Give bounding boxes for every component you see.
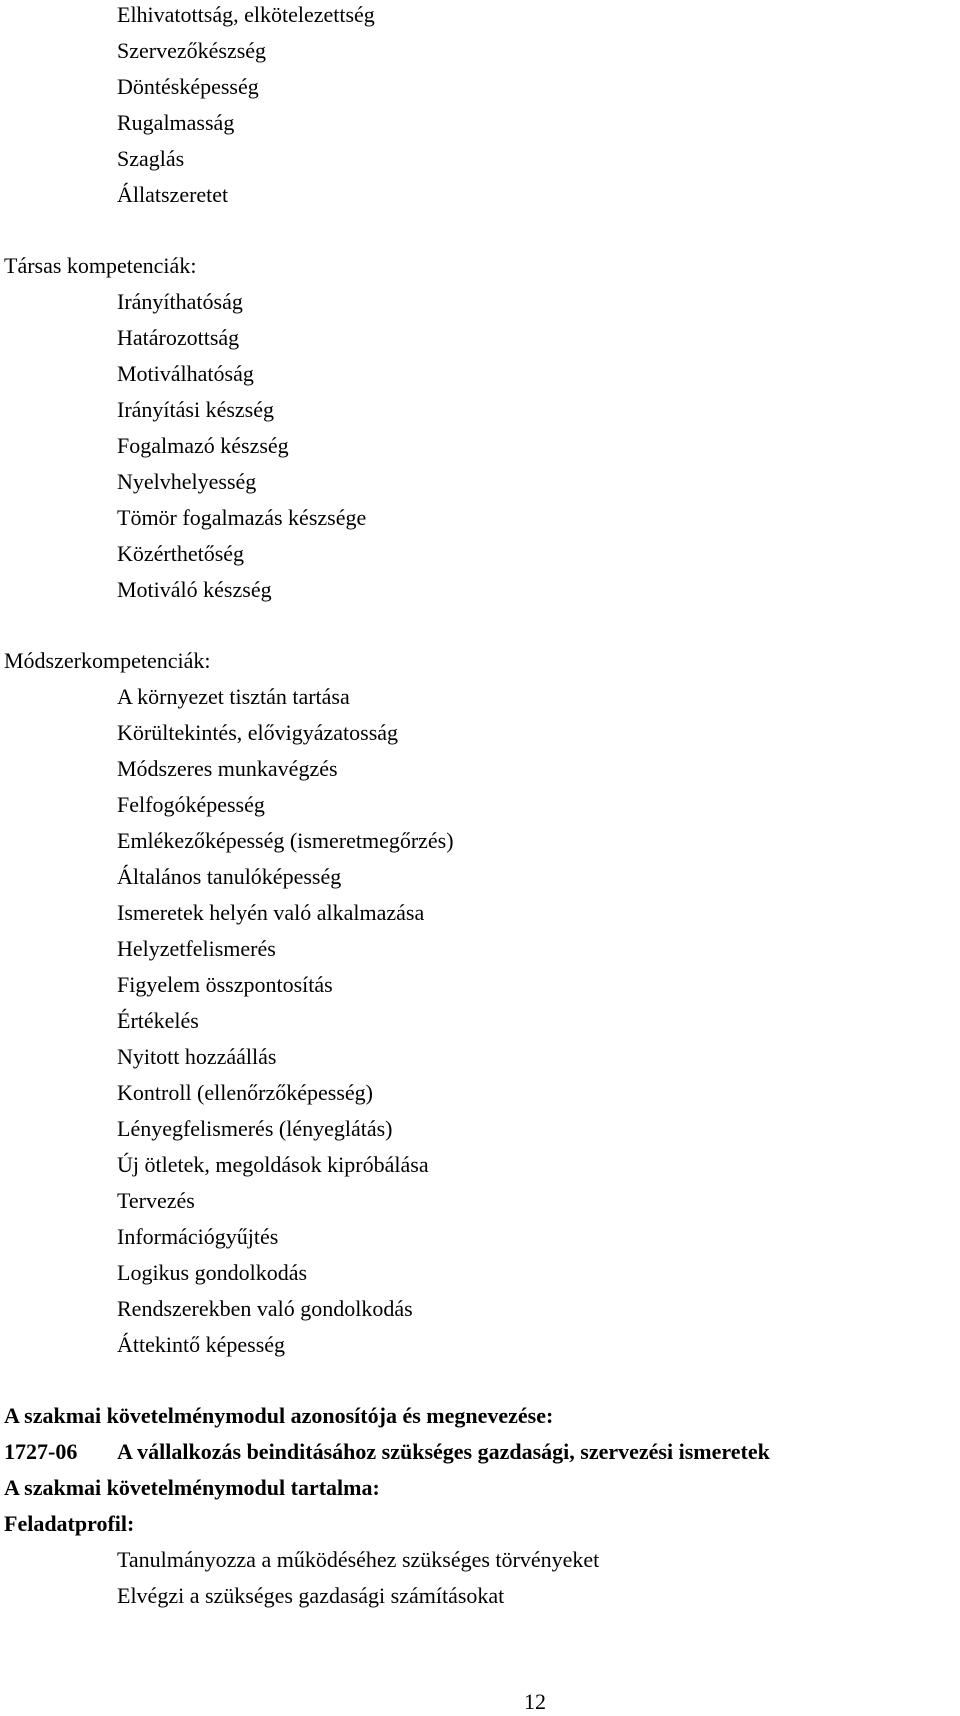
list-item: Körültekintés, elővigyázatosság bbox=[117, 720, 399, 745]
list-item: Értékelés bbox=[117, 1008, 199, 1033]
list-item: Logikus gondolkodás bbox=[117, 1260, 308, 1285]
list-item: Irányíthatóság bbox=[117, 289, 243, 314]
list-item: Áttekintő képesség bbox=[117, 1332, 286, 1357]
module-code: 1727-06 bbox=[4, 1439, 78, 1464]
list-item: Módszeres munkavégzés bbox=[117, 756, 338, 781]
list-item: Elhivatottság, elkötelezettség bbox=[117, 2, 375, 27]
list-item: Határozottság bbox=[117, 325, 240, 350]
list-item: Nyelvhelyesség bbox=[117, 469, 257, 494]
list-item: Lényegfelismerés (lényeglátás) bbox=[117, 1116, 393, 1141]
list-item: Rendszerekben való gondolkodás bbox=[117, 1296, 413, 1321]
list-item: Fogalmazó készség bbox=[117, 433, 289, 458]
list-item: Kontroll (ellenőrzőképesség) bbox=[117, 1080, 373, 1105]
list-item: Nyitott hozzáállás bbox=[117, 1044, 277, 1069]
list-item: A környezet tisztán tartása bbox=[117, 684, 350, 709]
list-item: Irányítási készség bbox=[117, 397, 274, 422]
list-item: Közérthetőség bbox=[117, 541, 245, 566]
module-content-heading: A szakmai követelménymodul tartalma: bbox=[4, 1475, 380, 1500]
list-item: Motiváló készség bbox=[117, 577, 272, 602]
section-heading-social: Társas kompetenciák: bbox=[4, 253, 197, 278]
list-item: Tervezés bbox=[117, 1188, 195, 1213]
list-item: Felfogóképesség bbox=[117, 792, 265, 817]
list-item: Helyzetfelismerés bbox=[117, 936, 276, 961]
list-item: Döntésképesség bbox=[117, 74, 259, 99]
list-item: Figyelem összpontosítás bbox=[117, 972, 333, 997]
module-id-heading: A szakmai követelménymodul azonosítója és megnevezése: bbox=[4, 1403, 554, 1428]
list-item: Állatszeretet bbox=[117, 182, 229, 207]
list-item: Emlékezőképesség (ismeretmegőrzés) bbox=[117, 828, 454, 853]
list-item: Motiválhatóság bbox=[117, 361, 254, 386]
module-title: A vállalkozás beinditásához szükséges gazdasági, szervezési ismeretek bbox=[117, 1439, 770, 1464]
list-item: Általános tanulóképesség bbox=[117, 864, 342, 889]
profile-heading: Feladatprofil: bbox=[4, 1511, 135, 1536]
list-item: Információgyűjtés bbox=[117, 1224, 279, 1249]
list-item: Elvégzi a szükséges gazdasági számításokat bbox=[117, 1583, 505, 1608]
list-item: Új ötletek, megoldások kipróbálása bbox=[117, 1152, 429, 1177]
list-item: Tömör fogalmazás készsége bbox=[117, 505, 367, 530]
list-item: Tanulmányozza a működéséhez szükséges törvényeket bbox=[117, 1547, 600, 1572]
list-item: Rugalmasság bbox=[117, 110, 235, 135]
page-number: 12 bbox=[524, 1689, 546, 1714]
section-heading-method: Módszerkompetenciák: bbox=[4, 648, 211, 673]
list-item: Ismeretek helyén való alkalmazása bbox=[117, 900, 425, 925]
list-item: Szaglás bbox=[117, 146, 185, 171]
list-item: Szervezőkészség bbox=[117, 38, 267, 63]
